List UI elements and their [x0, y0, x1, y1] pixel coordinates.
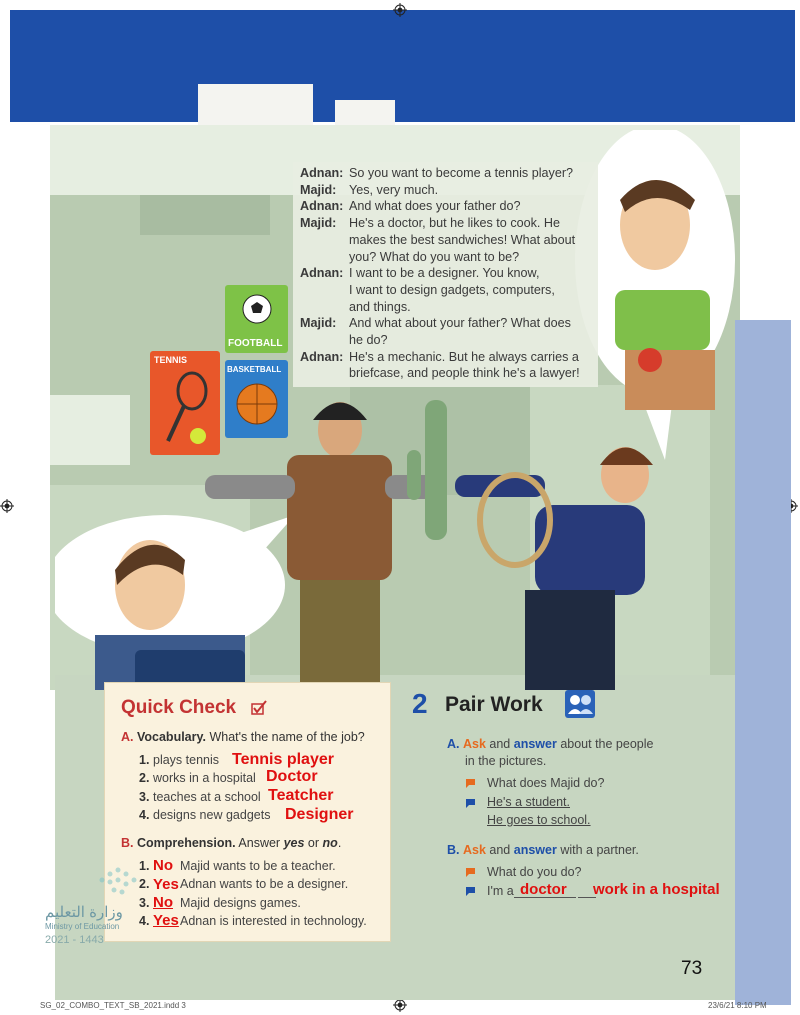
- vocab-item: designs new gadgets: [153, 808, 271, 822]
- dialogue-line: I want to be a designer. You know,: [349, 266, 540, 281]
- basketball-poster-label: BASKETBALL: [227, 365, 282, 374]
- pair-work-b-heading: B. Ask and answer with a partner.: [447, 843, 639, 857]
- handwritten-answer: Designer: [285, 806, 354, 823]
- dialogue-line: Yes, very much.: [349, 182, 439, 197]
- handwritten-answer: Teatcher: [268, 787, 334, 804]
- comprehension-heading: B. Comprehension. Answer yes or no.: [121, 836, 342, 850]
- footer-file-name: SG_02_COMBO_TEXT_SB_2021.indd 3: [40, 1001, 186, 1010]
- vocab-number: 1.: [139, 753, 150, 767]
- checkbox-icon: [251, 700, 267, 716]
- dialogue-speaker: Adnan:: [300, 199, 344, 214]
- a-question: What does Majid do?: [487, 776, 605, 790]
- quick-check-title: Quick Check: [121, 697, 237, 718]
- dialogue-line: briefcase, and people think he's a lawyer!: [349, 366, 580, 381]
- pair-work-a-heading: A. Ask and answer about the people: [447, 737, 654, 751]
- handwritten-answer: No: [153, 857, 173, 874]
- handwritten-answer: No: [153, 894, 173, 911]
- dialogue-line: So you want to become a tennis player?: [349, 166, 574, 180]
- football-poster-label: FOOTBALL: [228, 338, 283, 349]
- vocab-item: plays tennis: [153, 753, 220, 767]
- registration-mark-icon: [393, 3, 407, 17]
- a-answer: He's a student.: [487, 795, 570, 809]
- speech-bubble-orange-icon: [465, 778, 476, 788]
- dialogue-line: He's a doctor, but he likes to cook. He: [349, 216, 561, 231]
- handwritten-answer: Yes: [153, 912, 179, 929]
- comp-number: 2.: [139, 877, 150, 891]
- handwritten-answer: Doctor: [266, 768, 318, 785]
- vocab-number: 4.: [139, 808, 150, 822]
- dialogue-line: And what about your father? What does: [349, 316, 571, 331]
- dialogue-speaker: Adnan:: [300, 266, 344, 281]
- comp-number: 1.: [139, 859, 150, 873]
- dialogue-line: makes the best sandwiches! What about: [349, 232, 576, 247]
- dialogue-line: And what does your father do?: [349, 199, 521, 214]
- ministry-arabic: وزارة التعليم: [45, 904, 123, 921]
- tennis-racket-icon: [160, 371, 210, 451]
- dialogue-speaker: Majid:: [300, 216, 337, 231]
- dialogue-speaker: Majid:: [300, 316, 337, 331]
- pair-work-icon: [565, 690, 595, 718]
- comp-number: 4.: [139, 914, 150, 928]
- b-answer-prefix: I'm a: [487, 884, 514, 898]
- comp-item: Majid designs games.: [180, 896, 301, 910]
- speech-bubble-blue-icon: [465, 886, 476, 896]
- section-number: 2: [412, 688, 428, 719]
- top-banner: [10, 10, 795, 122]
- pair-work-a-heading-cont: in the pictures.: [465, 754, 547, 768]
- comp-item: Adnan is interested in technology.: [180, 914, 367, 928]
- ministry-english: Ministry of Education: [45, 922, 120, 931]
- football-poster: [225, 285, 288, 353]
- footer-date: 23/6/21 8:10 PM: [708, 1001, 767, 1010]
- tennis-poster: [150, 351, 220, 455]
- vocab-item: works in a hospital: [153, 771, 256, 785]
- handwritten-answer: work in a hospital: [593, 881, 720, 898]
- dialogue-line: I want to design gadgets, computers,: [349, 282, 555, 297]
- vocab-item: teaches at a school: [153, 790, 261, 804]
- comp-item: Majid wants to be a teacher.: [180, 859, 336, 873]
- tennis-poster-label: TENNIS: [154, 355, 188, 365]
- page-number: 73: [681, 958, 703, 979]
- handwritten-answer: doctor: [520, 881, 567, 898]
- speech-bubble-orange-icon: [465, 867, 476, 877]
- comp-number: 3.: [139, 896, 150, 910]
- handwritten-answer: Yes: [153, 876, 179, 893]
- dialogue-speaker: Majid:: [300, 182, 337, 197]
- registration-mark-icon: [0, 499, 14, 513]
- vocab-number: 2.: [139, 771, 150, 785]
- ministry-year: 2021 - 1443: [45, 934, 104, 946]
- football-icon: [241, 293, 273, 325]
- registration-mark-icon: [393, 998, 407, 1012]
- comp-item: Adnan wants to be a designer.: [180, 877, 349, 891]
- vocabulary-heading: A. Vocabulary. What's the name of the job?: [121, 730, 365, 744]
- dialogue-line: he do?: [349, 333, 388, 347]
- pair-work-title: Pair Work: [445, 693, 543, 716]
- handwritten-answer: Tennis player: [232, 751, 334, 768]
- dialogue-speaker: Adnan:: [300, 349, 344, 364]
- basketball-icon: [235, 382, 279, 426]
- dialogue-line: He's a mechanic. But he always carries a: [349, 349, 579, 364]
- a-answer: He goes to school.: [487, 813, 591, 827]
- vocab-number: 3.: [139, 790, 150, 804]
- dialogue-speaker: Adnan:: [300, 166, 344, 180]
- basketball-poster: [225, 360, 288, 438]
- speech-bubble-blue-icon: [465, 798, 476, 808]
- dialogue-line: you? What do you want to be?: [349, 249, 520, 264]
- b-question: What do you do?: [487, 865, 582, 879]
- dialogue-line: and things.: [349, 299, 411, 314]
